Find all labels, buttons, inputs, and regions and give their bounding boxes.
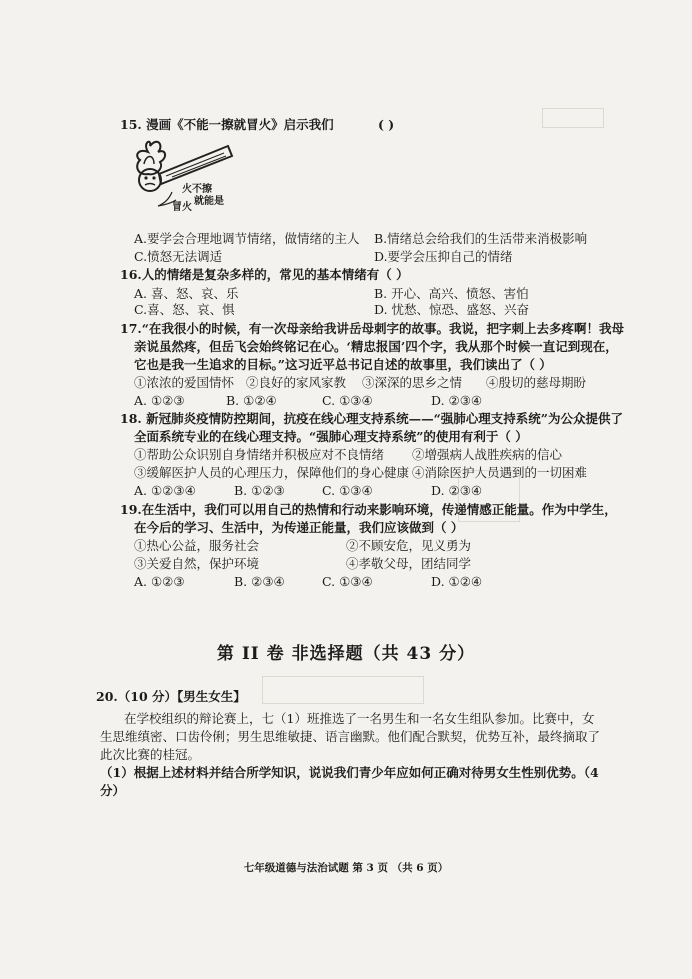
- bleed-through-box: [542, 108, 604, 128]
- q18-stem-line: 全面系统专业的在线心理支持。“强肺心理支持系统”的使用有利于（ ）: [134, 429, 528, 444]
- q16-option-d: D. 忧愁、惊恐、盛怒、兴奋: [374, 302, 530, 317]
- q19-item-3: ③关爱自然，保护环境: [134, 556, 260, 571]
- q16-stem: 16.人的情绪是复杂多样的，常见的基本情绪有（ ）: [120, 267, 409, 282]
- q17-item-3: ③深深的思乡之情: [362, 375, 463, 390]
- q15-answer-bracket: ( ): [378, 117, 395, 132]
- bleed-through-box: [262, 676, 424, 704]
- q20-header: 20.（10 分）【男生女生】: [96, 689, 246, 704]
- section-title: 第 II 卷 非选择题（共 43 分）: [216, 644, 476, 664]
- q17-option-c: C. ①③④: [322, 393, 373, 408]
- q20-material-line: 在学校组织的辩论赛上，七（1）班推选了一名男生和一名女生组队参加。比赛中，女: [124, 711, 595, 726]
- q17-item-4: ④殷切的慈母期盼: [486, 375, 587, 390]
- q18-stem-line: 18. 新冠肺炎疫情防控期间，抗疫在线心理支持系统——“强肺心理支持系统”为公众提供了: [120, 411, 623, 426]
- q18-item-2: ②增强病人战胜疾病的信心: [412, 447, 563, 462]
- q16-option-c: C.喜、怒、哀、惧: [134, 302, 235, 317]
- q15-option-b: B.情绪总会给我们的生活带来消极影响: [374, 231, 588, 246]
- q19-item-2: ②不顾安危，见义勇为: [346, 538, 472, 553]
- q19-option-b: B. ②③④: [234, 574, 285, 589]
- q17-option-b: B. ①②④: [226, 393, 277, 408]
- q17-item-1: ①浓浓的爱国情怀: [134, 375, 235, 390]
- q18-item-4: ④消除医护人员遇到的一切困难: [412, 465, 588, 480]
- q19-stem-line: 19.在生活中，我们可以用自己的热情和行动来影响环境，传递情感正能量。作为中学生，: [120, 502, 617, 517]
- q15-option-a: A.要学会合理地调节情绪，做情绪的主人: [134, 231, 360, 246]
- q15-option-d: D.要学会压抑自己的情绪: [374, 249, 513, 264]
- q19-item-4: ④孝敬父母，团结同学: [346, 556, 472, 571]
- q16-option-a: A. 喜、怒、哀、乐: [134, 286, 239, 301]
- q17-stem-line: 亲说虽然疼，但岳飞会始终铭记在心。‘精忠报国’四个字，我从那个时候一直记到现在，: [134, 339, 618, 354]
- q19-item-1: ①热心公益，服务社会: [134, 538, 260, 553]
- q20-material-line: 生思维缜密、口齿伶俐；男生思维敏捷、语言幽默。他们配合默契，优势互补，最终摘取了: [100, 729, 601, 744]
- q19-option-c: C. ①③④: [322, 574, 373, 589]
- q17-stem-line: 17.“在我很小的时候，有一次母亲给我讲岳母刺字的故事。我说，把字刺上去多疼啊！我母: [120, 321, 624, 336]
- q20-subquestion-1-cont: 分）: [100, 783, 126, 798]
- cartoon-text-line: 就能是: [194, 196, 224, 207]
- q18-item-1: ①帮助公众识别自身情绪并积极应对不良情绪: [134, 447, 385, 462]
- q15-cartoon-image: [128, 136, 258, 222]
- q18-option-c: C. ①③④: [322, 483, 373, 498]
- cartoon-text-line: 火不擦: [182, 184, 212, 195]
- q17-option-d: D. ②③④: [431, 393, 483, 408]
- q18-option-a: A. ①②③④: [134, 483, 196, 498]
- q18-option-b: B. ①②③: [234, 483, 285, 498]
- q17-item-2: ②良好的家风家教: [246, 375, 347, 390]
- q18-item-3: ③缓解医护人员的心理压力，保障他们的身心健康: [134, 465, 410, 480]
- q15-stem: 15. 漫画《不能一擦就冒火》启示我们: [120, 117, 334, 132]
- page-footer: 七年级道德与法治试题 第 3 页 （共 6 页）: [243, 862, 449, 874]
- q17-option-a: A. ①②③: [134, 393, 185, 408]
- q20-subquestion-1: （1）根据上述材料并结合所学知识，说说我们青少年应如何正确对待男女生性别优势。（4: [100, 765, 599, 780]
- cartoon-text-line: 冒火: [172, 202, 192, 213]
- q19-option-a: A. ①②③: [134, 574, 185, 589]
- matchstick-cartoon-icon: [128, 136, 258, 222]
- q17-stem-line: 它也是我一生追求的目标。”这习近平总书记自述的故事里，我们读出了（ ）: [134, 357, 552, 372]
- q18-option-d: D. ②③④: [431, 483, 483, 498]
- q19-stem-line: 在今后的学习、生活中，为传递正能量，我们应该做到（ ）: [134, 520, 464, 535]
- q15-option-c: C.愤怒无法调适: [134, 249, 223, 264]
- q16-option-b: B. 开心、高兴、愤怒、害怕: [374, 286, 529, 301]
- q20-material-line: 此次比赛的桂冠。: [100, 747, 201, 762]
- q19-option-d: D. ①②④: [431, 574, 483, 589]
